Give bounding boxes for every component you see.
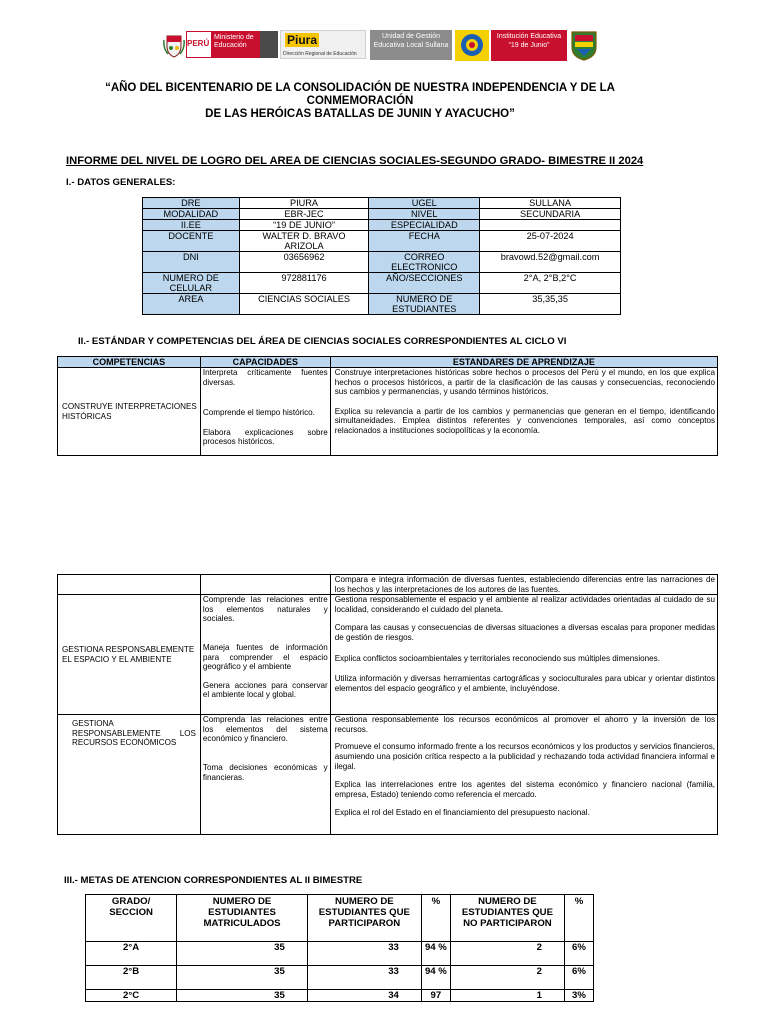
docente-value: WALTER D. BRAVO ARIZOLA [239, 231, 369, 252]
fecha-value: 25-07-2024 [480, 231, 621, 252]
piura-logo-text: Piura [287, 33, 318, 47]
nivel-value: SECUNDARIA [480, 209, 621, 220]
table-row [143, 294, 621, 315]
fecha-label: FECHA [369, 231, 480, 252]
correo-value: bravowd.52@gmail.com [480, 252, 621, 273]
section-3-heading: III.- METAS DE ATENCION CORRESPONDIENTES AL II BIMESTRE [64, 875, 363, 886]
header-competencias: COMPETENCIAS [58, 357, 201, 368]
especialidad-value [480, 220, 621, 231]
estandares-cell [330, 715, 717, 835]
table-row [143, 198, 621, 209]
celular-label: NUMERO DE CELULAR [143, 273, 240, 294]
header-estandares: ESTANDARES DE APRENDIZAJE [330, 357, 717, 368]
year-title-line-2: CONMEMORACIÓN [306, 95, 414, 107]
celular-value: 972881176 [239, 273, 369, 294]
competencia-espacio-ambiente [58, 595, 201, 715]
table-row [86, 942, 594, 966]
table-row [58, 715, 718, 835]
grado-cell: 2°C [86, 990, 177, 1002]
table-row [143, 252, 621, 273]
num-estudiantes-value: 35,35,35 [480, 294, 621, 315]
num-estudiantes-label: NUMERO DE ESTUDIANTES [369, 294, 480, 315]
table-row [58, 595, 718, 715]
estandar-item: Explica las interrelaciones entre los agentes del sistema económico y financiero nacional (familia, empresa, Estado) teniendo como referencia el mercado. [334, 780, 715, 799]
dre-logo-text: Dirección Regional de Educación [283, 51, 357, 57]
ie-shield-icon [569, 29, 599, 61]
no-participaron-cell: 1 [450, 990, 564, 1002]
especialidad-label: ESPECIALIDAD [369, 220, 480, 231]
header-pct-no-participaron: % [564, 895, 593, 942]
table-row [58, 575, 718, 595]
table-row [86, 990, 594, 1002]
estandar-item: Construye interpretaciones históricas sobre hechos o procesos del Perú y el mundo, en los que explica hechos o procesos históricos, a partir de la clasificación de las causas y consecuencias, reconociendo sus cambios y permanencias, y usando términos históricos. [334, 368, 715, 397]
iiee-label: II.EE [143, 220, 240, 231]
header-no-participaron: NUMERO DE ESTUDIANTES QUE NO PARTICIPARON [450, 895, 564, 942]
estandares-cell [330, 595, 717, 715]
pct-no-participaron-cell: 6% [564, 942, 593, 966]
capacidades-cell [200, 715, 330, 835]
section-1-heading: I.- DATOS GENERALES: [66, 177, 176, 188]
year-title-line-3: DE LAS HERÓICAS BATALLAS DE JUNIN Y AYACUCHO” [205, 108, 515, 120]
capacidades-cell [200, 595, 330, 715]
estandar-item: Explica el rol del Estado en el financiamiento del presupuesto nacional. [334, 808, 590, 818]
table-row [143, 209, 621, 220]
header-matriculados: NUMERO DE ESTUDIANTES MATRICULADOS [177, 895, 308, 942]
competencias-table-part-2 [57, 574, 718, 835]
empty-cell [200, 575, 330, 595]
report-title: INFORME DEL NIVEL DE LOGRO DEL AREA DE CIENCIAS SOCIALES-SEGUNDO GRADO- BIMESTRE II 2024 [66, 155, 644, 167]
no-participaron-cell: 2 [450, 966, 564, 990]
pct-no-participaron-cell: 3% [564, 990, 593, 1002]
estandar-item: Explica su relevancia a partir de los cambios y permanencias que generan en el tiempo, identificando simultaneidades. Emplea distintos referentes y convenciones temporales, así como conceptos relacionados a instituciones sociopolíticas y la economía. [334, 406, 715, 435]
modalidad-value: EBR-JEC [239, 209, 369, 220]
ie-logo-text: Institución Educativa “19 de Junio” [496, 33, 562, 49]
estandar-item: Utiliza información y diversas herramientas cartográficas y socioculturales para ubicar y orientar distintos elementos del espacio geográfico y el ambiente, incluyéndose. [334, 674, 715, 693]
capacidad-item: Interpreta críticamente fuentes diversas. [202, 368, 328, 387]
no-participaron-cell: 2 [450, 942, 564, 966]
estandar-item: Compara e integra información de diversas fuentes, estableciendo diferencias entre las narraciones de los hechos y las interpretaciones de los autores de las fuentes. [330, 575, 717, 595]
nivel-label: NIVEL [369, 209, 480, 220]
section-2-heading: II.- ESTÁNDAR Y COMPETENCIAS DEL ÁREA DE CIENCIAS SOCIALES CORRESPONDIENTES AL CICLO VI [78, 336, 567, 347]
estandares-cell [330, 368, 717, 456]
modalidad-label: MODALIDAD [143, 209, 240, 220]
table-header-row [58, 357, 718, 368]
matriculados-cell: 35 [177, 942, 308, 966]
year-title-line-1: “AÑO DEL BICENTENARIO DE LA CONSOLIDACIÓN DE NUESTRA INDEPENDENCIA Y DE LA [105, 82, 615, 94]
header-grado-seccion: GRADO/ SECCION [86, 895, 177, 942]
competencias-table-part-1 [57, 356, 718, 456]
ugel-label: UGEL [369, 198, 480, 209]
grado-cell: 2°B [86, 966, 177, 990]
competencia-recursos-economicos [58, 715, 201, 835]
minedu-peru-text: PERÚ [187, 39, 210, 48]
competencia-name: GESTIONA RESPONSABLEMENTE EL ESPACIO Y EL AMBIENTE [62, 645, 195, 664]
table-row [143, 231, 621, 252]
grado-cell: 2°A [86, 942, 177, 966]
competencia-name: GESTIONA RESPONSABLEMENTE LOS RECURSOS ECONÓMICOS [72, 719, 196, 748]
correo-label: CORREO ELECTRONICO [369, 252, 480, 273]
area-label: AREA [143, 294, 240, 315]
estandar-item: Promueve el consumo informado frente a los recursos económicos y los productos y servicios financieros, asumiendo una posición crítica respecto a la publicidad y rechazando toda actividad financiera informal e ilegal. [334, 742, 715, 771]
capacidad-item: Comprenda las relaciones entre los elementos del sistema económico y financiero. [202, 715, 328, 744]
dre-label: DRE [143, 198, 240, 209]
participaron-cell: 34 [307, 990, 421, 1002]
participaron-cell: 33 [307, 942, 421, 966]
ugel-logo-text: Unidad de Gestión Educativa Local Sullana [373, 33, 449, 49]
anio-secciones-label: AÑO/SECCIONES [369, 273, 480, 294]
capacidad-item: Comprende el tiempo histórico. [202, 408, 315, 418]
ugel-sullana-logo [370, 30, 452, 60]
dre-value: PIURA [239, 198, 369, 209]
pct-no-participaron-cell: 6% [564, 966, 593, 990]
header-capacidades: CAPACIDADES [200, 357, 330, 368]
pct-participaron-cell: 94 % [421, 966, 450, 990]
ie-19-de-junio-logo [491, 30, 567, 61]
estandar-item: Compara las causas y consecuencias de diversas situaciones a diversas escalas para proponer medidas de gestión de riesgos. [334, 623, 715, 642]
piura-dre-logo [280, 30, 366, 59]
competencia-name: CONSTRUYE INTERPRETACIONES HISTÓRICAS [62, 401, 197, 421]
capacidad-item: Elabora explicaciones sobre procesos históricos. [202, 427, 328, 447]
dni-label: DNI [143, 252, 240, 273]
minedu-ministerio-text: Ministerio de Educación [214, 34, 254, 49]
capacidad-item: Comprende las relaciones entre los elementos naturales y sociales. [202, 595, 328, 624]
matriculados-cell: 35 [177, 966, 308, 990]
ugel-emblem-icon [455, 30, 489, 61]
table-row [143, 273, 621, 294]
pct-participaron-cell: 97 [421, 990, 450, 1002]
capacidad-item: Maneja fuentes de información para comprender el espacio geográfico y el ambiente [202, 642, 328, 672]
capacidades-cell [200, 368, 330, 456]
pct-participaron-cell: 94 % [421, 942, 450, 966]
iiee-value: “19 DE JUNIO” [239, 220, 369, 231]
capacidad-item: Toma decisiones económicas y financieras. [202, 762, 328, 782]
peru-coat-of-arms-icon [163, 32, 185, 58]
empty-cell [58, 575, 201, 595]
area-value: CIENCIAS SOCIALES [239, 294, 369, 315]
table-row [86, 966, 594, 990]
estandar-item: Explica conflictos socioambientales y territoriales reconociendo sus múltiples dimensiones. [334, 653, 660, 663]
dni-value: 03656962 [239, 252, 369, 273]
docente-label: DOCENTE [143, 231, 240, 252]
metas-atencion-table [85, 894, 594, 1002]
table-row [58, 368, 718, 456]
estandar-item: Gestiona responsablemente el espacio y el ambiente al realizar actividades orientadas al cuidado de su localidad, considerando el cuidado del planeta. [334, 595, 715, 614]
competencia-historicas [58, 368, 201, 456]
participaron-cell: 33 [307, 966, 421, 990]
estandar-item: Gestiona responsablemente los recursos económicos al promover el ahorro y la inversión de los recursos. [334, 715, 715, 734]
datos-generales-table [142, 197, 621, 315]
header-participaron: NUMERO DE ESTUDIANTES QUE PARTICIPARON [307, 895, 421, 942]
matriculados-cell: 35 [177, 990, 308, 1002]
header-pct-participaron: % [421, 895, 450, 942]
capacidad-item: Genera acciones para conservar el ambiente local y global. [202, 680, 328, 700]
minedu-logo [186, 31, 278, 58]
table-header-row [86, 895, 594, 942]
ugel-value: SULLANA [480, 198, 621, 209]
anio-secciones-value: 2°A, 2°B,2°C [480, 273, 621, 294]
table-row [143, 220, 621, 231]
